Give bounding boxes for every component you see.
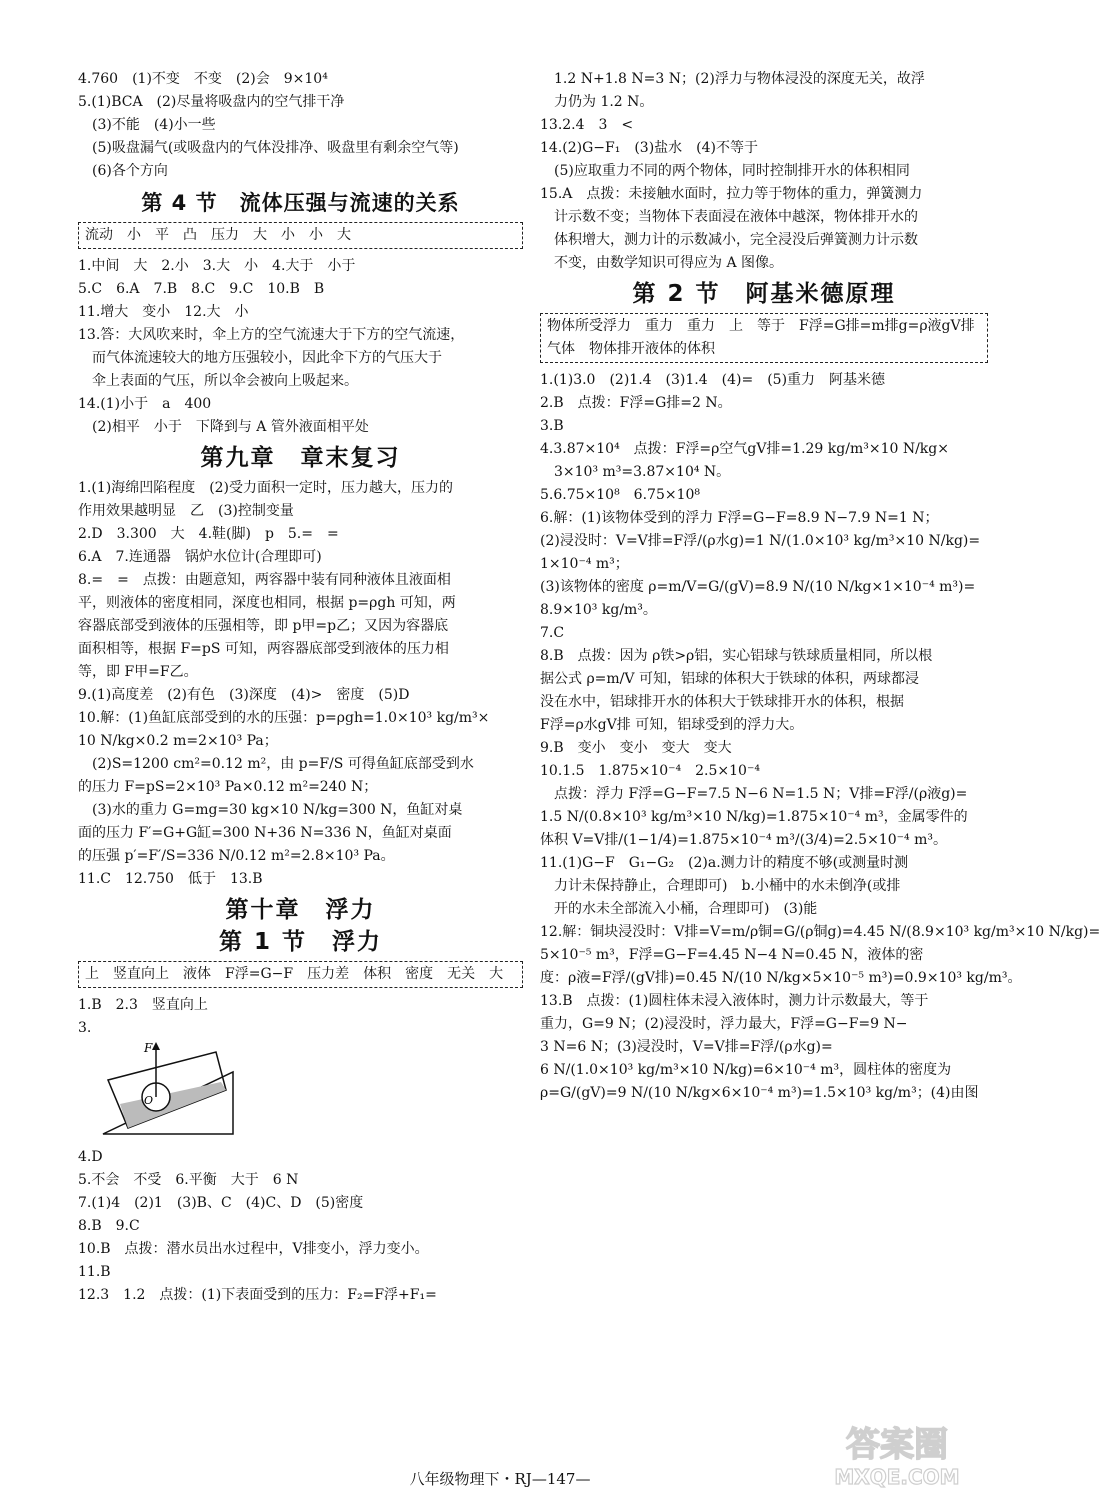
watermark-url: MXQE.COM xyxy=(834,1465,960,1489)
answer-line: 8.B 点拨：因为 ρ铁>ρ铝，实心铝球与铁球质量相同，所以根 xyxy=(540,648,933,664)
summary-text: 物体所受浮力 重力 重力 上 等于 F浮=G排=m排g=ρ液gV排 气体 物体排开液体的体积 xyxy=(547,318,989,357)
answer-line: 点拨：浮力 F浮=G−F=7.5 N−6 N=1.5 N；V排=F浮/(ρ液g)= xyxy=(554,786,968,802)
liquid-surface xyxy=(120,1082,226,1128)
answer-line: 1×10⁻⁴ m³； xyxy=(540,556,629,572)
answer-line: 4.D xyxy=(78,1149,103,1165)
answer-line: 13.2.4 3 < xyxy=(540,117,634,133)
answer-line: 11.(1)G−F G₁−G₂ (2)a.测力计的精度不够(或测量时测 xyxy=(540,855,909,871)
answer-line: 6 N/(1.0×10³ kg/m³×10 N/kg)=6×10⁻⁴ m³，圆柱体的密度为 xyxy=(540,1062,952,1078)
answer-line: 5.不会 不受 6.平衡 大于 6 N xyxy=(78,1172,299,1188)
answer-line: 14.(1)小于 a 400 xyxy=(78,396,212,412)
answer-line: 4.760 (1)不变 不变 (2)会 9×10⁴ xyxy=(78,71,328,87)
section4-title: 第 4 节 流体压强与流速的关系 xyxy=(141,191,460,215)
center-label: O xyxy=(144,1094,154,1107)
answer-line: 不变，由数学知识可得应为 A 图像。 xyxy=(554,255,784,271)
answer-line: 体积 V=V排/(1−1/4)=1.875×10⁻⁴ m³/(3/4)=2.5×10⁻⁴ m³。 xyxy=(540,832,947,848)
answer-line: 1.5 N/(0.8×10³ kg/m³×10 N/kg)=1.875×10⁻⁴ m³，金属零件的 xyxy=(540,809,968,825)
answer-line: 6.A 7.连通器 锅炉水位计(合理即可) xyxy=(78,549,322,565)
answer-line: 力计未保持静止，合理即可) b.小桶中的水未倒净(或排 xyxy=(554,878,901,894)
answer-line: 10 N/kg×0.2 m=2×10³ Pa； xyxy=(78,733,278,749)
answer-line: 2.D 3.300 大 4.鞋(脚) p 5.= = xyxy=(78,526,339,542)
answer-line: 5.(1)BCA (2)尽量将吸盘内的空气排干净 xyxy=(78,94,345,110)
answer-line: 15.A 点拨：未接触水面时，拉力等于物体的重力，弹簧测力 xyxy=(540,186,923,202)
page-footer: 八年级物理下・RJ—147— xyxy=(409,1470,591,1488)
chapter10-title: 第十章 浮力 xyxy=(225,897,376,923)
answer-line: (2)浸没时：V=V排=F浮/(ρ水g)=1 N/(1.0×10³ kg/m³×10 N/kg)= xyxy=(540,533,981,549)
answer-line: 8.9×10³ kg/m³。 xyxy=(540,602,657,618)
answer-line: 1.中间 大 2.小 3.大 小 4.大于 小于 xyxy=(78,258,356,274)
answer-line: 9.B 变小 变小 变大 变大 xyxy=(540,740,732,756)
answer-line: 度：ρ液=F浮/(gV排)=0.45 N/(10 N/kg×5×10⁻⁵ m³)=0.9×10³ kg/m³。 xyxy=(540,970,1022,986)
answer-line: 1.(1)海绵凹陷程度 (2)受力面积一定时，压力越大，压力的 xyxy=(78,480,454,496)
answer-line: 10.B 点拨：潜水员出水过程中，V排变小，浮力变小。 xyxy=(78,1241,429,1257)
answer-line: 1.2 N+1.8 N=3 N；(2)浮力与物体浸没的深度无关，故浮 xyxy=(554,71,925,87)
summary-text: 上 竖直向上 液体 F浮=G−F 压力差 体积 密度 无关 大 xyxy=(85,966,504,982)
answer-line: 等，即 F甲=F乙。 xyxy=(78,664,198,680)
answer-line: 容器底部受到液体的压强相等，即 p甲=p乙；又因为容器底 xyxy=(78,618,449,634)
watermark-text: 答案圈 xyxy=(846,1425,948,1465)
answer-line: 面积相等，根据 F=pS 可知，两容器底部受到液体的压力相 xyxy=(78,641,449,657)
force-label: F xyxy=(144,1041,153,1055)
answer-line: 的压力 F=pS=2×10³ Pa×0.12 m²=240 N； xyxy=(78,779,378,795)
answer-line: (2)相平 小于 下降到与 A 管外液面相平处 xyxy=(92,419,369,435)
answer-line: 没在水中，铝球排开水的体积大于铁球排开水的体积，根据 xyxy=(540,694,904,710)
section1-summary-box xyxy=(78,961,523,988)
answer-line: (3)不能 (4)小一些 xyxy=(92,117,216,133)
answer-line: 重力，G=9 N；(2)浸没时，浮力最大，F浮=G−F=9 N− xyxy=(540,1016,908,1032)
left-column xyxy=(78,68,523,1307)
section4-answers xyxy=(78,255,523,439)
right-block1 xyxy=(540,68,988,275)
answer-line: 体积增大，测力计的示数减小，完全浸没后弹簧测力计示数 xyxy=(554,232,918,248)
answer-line: 开的水未全部流入小桶，合理即可) (3)能 xyxy=(554,901,818,917)
answer-line: (2)S=1200 cm²=0.12 m²，由 p=F/S 可得鱼缸底部受到水 xyxy=(92,756,474,772)
answer-line: 3.B xyxy=(540,418,564,434)
answer-line: (3)该物体的密度 ρ=m/V=G/(gV)=8.9 N/(10 N/kg×1×10⁻⁴ m³)= xyxy=(540,579,976,595)
answer-line: 4.3.87×10⁴ 点拨：F浮=ρ空气gV排=1.29 kg/m³×10 N/kg× xyxy=(540,441,949,457)
chapter9-answers xyxy=(78,477,523,891)
answer-line: 而气体流速较大的地方压强较小，因此伞下方的气压大于 xyxy=(92,350,442,366)
section2-answers xyxy=(540,369,1100,1105)
answer-line: 据公式 ρ=m/V 可知，铝球的体积大于铁球的体积，两球都浸 xyxy=(540,671,919,687)
left-block1 xyxy=(78,68,523,183)
answer-line: 11.增大 变小 12.大 小 xyxy=(78,304,249,320)
answer-line: 1.B 2.3 竖直向上 xyxy=(78,997,208,1013)
right-column xyxy=(540,68,1100,1105)
answer-line: ρ=G/(gV)=9 N/(10 N/kg×6×10⁻⁴ m³)=1.5×10³ kg/m³；(4)由图 xyxy=(540,1085,979,1101)
answer-line: (6)各个方向 xyxy=(92,163,168,179)
answer-line: 13.B 点拨：(1)圆柱体未浸入液体时，测力计示数最大，等于 xyxy=(540,993,929,1009)
answer-line: 12.解：铜块浸没时：V排=V=m/ρ铜=G/(ρ铜g)=4.45 N/(8.9×10³ kg/m³×10 N/kg)= xyxy=(540,924,1100,940)
answer-line: 1.(1)3.0 (2)1.4 (3)1.4 (4)= (5)重力 阿基米德 xyxy=(540,372,886,388)
answer-line: 计示数不变；当物体下表面浸在液体中越深，物体排开水的 xyxy=(554,209,918,225)
summary-text: 流动 小 平 凸 压力 大 小 小 大 xyxy=(85,227,351,243)
answer-line: 的压强 p′=F′/S=336 N/0.12 m²=2.8×10³ Pa。 xyxy=(78,848,395,864)
answer-line: 10.解：(1)鱼缸底部受到的水的压强：p=ρgh=1.0×10³ kg/m³× xyxy=(78,710,490,726)
answer-line: 平，则液体的密度相同，深度也相同，根据 p=ρgh 可知，两 xyxy=(78,595,456,611)
answer-line: 作用效果越明显 乙 (3)控制变量 xyxy=(78,503,294,519)
answer-line: 11.B xyxy=(78,1264,111,1280)
answer-line: 10.1.5 1.875×10⁻⁴ 2.5×10⁻⁴ xyxy=(540,763,760,779)
answer-line: 13.答：大风吹来时，伞上方的空气流速大于下方的空气流速， xyxy=(78,327,465,343)
section2-title: 第 2 节 阿基米德原理 xyxy=(632,281,896,307)
answer-line: 5.6.75×10⁸ 6.75×10⁸ xyxy=(540,487,701,503)
chapter9-title: 第九章 章末复习 xyxy=(200,445,401,471)
answer-line: 面的压力 F′=G+G缸=300 N+36 N=336 N，鱼缸对桌面 xyxy=(78,825,452,841)
answer-line: 5×10⁻⁵ m³，F浮=G−F=4.45 N−4 N=0.45 N，液体的密 xyxy=(540,947,924,963)
answer-line: 8.B 9.C xyxy=(78,1218,140,1234)
section1-answers-b xyxy=(78,1146,523,1307)
incline-cup-diagram xyxy=(98,1042,238,1142)
section2-summary-box xyxy=(540,313,988,363)
answer-line: (5)吸盘漏气(或吸盘内的气体没排净、吸盘里有剩余空气等) xyxy=(92,140,459,156)
answer-line: 3 N=6 N；(3)浸没时，V=V排=F浮/(ρ水g)= xyxy=(540,1039,833,1055)
answer-line: 7.(1)4 (2)1 (3)B、C (4)C、D (5)密度 xyxy=(78,1195,364,1211)
answer-line: 力仍为 1.2 N。 xyxy=(554,94,654,110)
answer-line: 3. xyxy=(78,1020,92,1036)
arrow-head xyxy=(152,1042,160,1050)
answer-line: 11.C 12.750 低于 13.B xyxy=(78,871,263,887)
answer-line: 9.(1)高度差 (2)有色 (3)深度 (4)> 密度 (5)D xyxy=(78,687,410,703)
answer-line: 5.C 6.A 7.B 8.C 9.C 10.B B xyxy=(78,281,325,297)
answer-line: F浮=ρ水gV排 可知，铝球受到的浮力大。 xyxy=(540,717,804,733)
answer-line: 8.= = 点拨：由题意知，两容器中装有同种液体且液面相 xyxy=(78,572,451,588)
answer-line: 12.3 1.2 点拨：(1)下表面受到的压力：F₂=F浮+F₁= xyxy=(78,1287,437,1303)
answer-line: (5)应取重力不同的两个物体，同时控制排开水的体积相同 xyxy=(554,163,910,179)
answer-line: 伞上表面的气压，所以伞会被向上吸起来。 xyxy=(92,373,358,389)
section1-title: 第 1 节 浮力 xyxy=(218,929,383,955)
answer-line: 6.解：(1)该物体受到的浮力 F浮=G−F=8.9 N−7.9 N=1 N； xyxy=(540,510,939,526)
answer-line: 2.B 点拨：F浮=G排=2 N。 xyxy=(540,395,732,411)
answer-line: 14.(2)G−F₁ (3)盐水 (4)不等于 xyxy=(540,140,758,156)
answer-line: 7.C xyxy=(540,625,565,641)
answer-line: (3)水的重力 G=mg=30 kg×10 N/kg=300 N，鱼缸对桌 xyxy=(92,802,463,818)
answer-line: 3×10³ m³=3.87×10⁴ N。 xyxy=(554,464,731,480)
buoyancy-figure xyxy=(98,1042,238,1142)
section1-answers-a xyxy=(78,994,523,1040)
section4-summary-box xyxy=(78,222,523,249)
watermark-logo xyxy=(812,1420,982,1490)
